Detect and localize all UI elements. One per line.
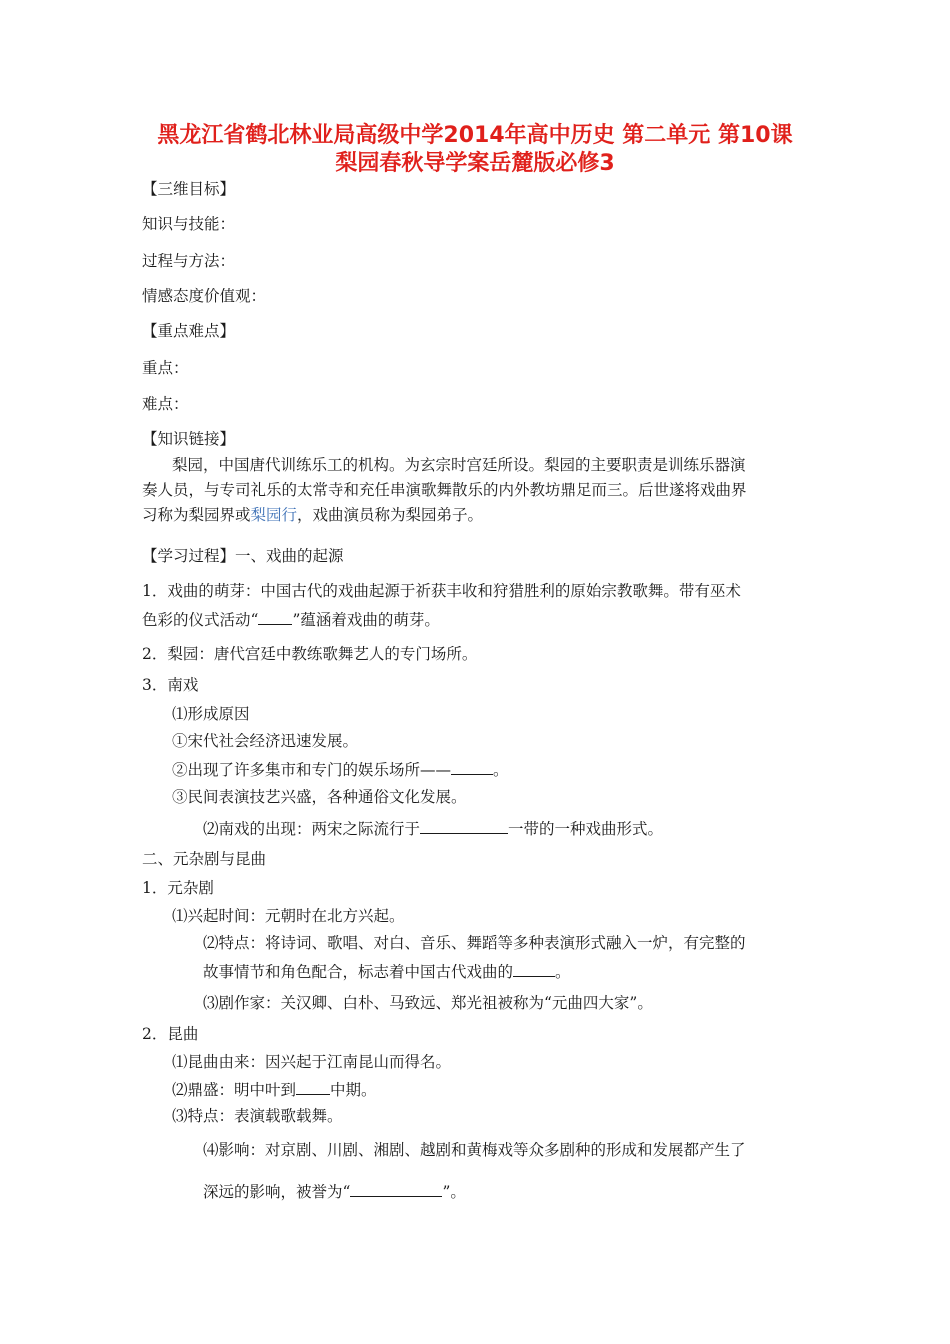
nanxi-cause-3: ③民间表演技艺兴盛，各种通俗文化发展。: [172, 788, 467, 806]
nanxi-appearance-text: ⑵南戏的出现：两宋之际流行于: [203, 820, 421, 838]
goals-heading: 【三维目标】: [142, 180, 236, 198]
study-item-1-line-2: [142, 608, 440, 631]
nanxi-appearance: [203, 817, 663, 840]
fill-blank[interactable]: [350, 1180, 442, 1197]
kunqu-peak: [172, 1078, 377, 1101]
knowledge-link-text-end: ，戏曲演员称为梨园弟子。: [297, 506, 484, 524]
document-title-line-2: 梨园春秋导学案岳麓版必修3: [335, 151, 615, 176]
document-title-line-1: 黑龙江省鹤北林业局高级中学2014年高中历史 第二单元 第10课: [157, 123, 793, 148]
yuan-zaju-feature-end: 。: [555, 963, 571, 981]
knowledge-link-line-3: [142, 504, 483, 526]
section-2-heading: 二、元杂剧与昆曲: [142, 850, 267, 868]
nanxi-cause-2-text: ②出现了许多集市和专门的娱乐场所——: [172, 761, 452, 779]
fill-blank[interactable]: [258, 608, 292, 625]
study-item-2: 2．梨园：唐代宫廷中教练歌舞艺人的专门场所。: [142, 645, 478, 663]
fill-blank[interactable]: [296, 1078, 330, 1095]
study-item-1-text: 色彩的仪式活动“: [142, 611, 259, 629]
yuan-zaju-time: ⑴兴起时间：元朝时在北方兴起。: [172, 907, 405, 925]
study-process-heading: 【学习过程】一、戏曲的起源: [142, 547, 344, 565]
knowledge-link-heading: 【知识链接】: [142, 430, 236, 448]
kunqu-influence-line-2: [203, 1180, 466, 1203]
kunqu-influence-line-1: ⑷影响：对京剧、川剧、湘剧、越剧和黄梅戏等众多剧种的形成和发展都产生了: [203, 1141, 746, 1159]
study-item-1-line-1: 1．戏曲的萌芽：中国古代的戏曲起源于祈获丰收和狩猎胜利的原始宗教歌舞。带有巫术: [142, 582, 741, 600]
nanxi-origin-heading: ⑴形成原因: [172, 705, 250, 723]
knowledge-link-line-2: 奏人员，与专司礼乐的太常寺和充任串演歌舞散乐的内外教坊鼎足而三。后世遂将戏曲界: [142, 481, 747, 499]
fill-blank[interactable]: [513, 960, 555, 977]
kunqu-heading: 2．昆曲: [142, 1025, 199, 1043]
kunqu-influence-end: ”。: [442, 1183, 466, 1201]
goal-process-label: 过程与方法：: [142, 252, 236, 270]
yuan-zaju-feature-line-2: [203, 960, 571, 983]
key-points-heading: 【重点难点】: [142, 322, 236, 340]
liyuanhang-link[interactable]: 梨园行: [250, 506, 298, 524]
kunqu-feature: ⑶特点：表演载歌载舞。: [172, 1107, 343, 1125]
study-item-1-text-end: ”蕴涵着戏曲的萌芽。: [292, 611, 440, 629]
kunqu-influence-text: 深远的影响，被誉为“: [203, 1183, 351, 1201]
nanxi-cause-2-end: 。: [493, 761, 509, 779]
fill-blank[interactable]: [420, 817, 508, 834]
key-point-label: 重点：: [142, 359, 189, 377]
study-item-3: 3．南戏: [142, 676, 199, 694]
knowledge-link-text: 习称为梨园界或: [142, 506, 251, 524]
nanxi-cause-1: ①宋代社会经济迅速发展。: [172, 732, 359, 750]
difficult-point-label: 难点：: [142, 395, 189, 413]
yuan-zaju-heading: 1．元杂剧: [142, 879, 214, 897]
kunqu-peak-text: ⑵鼎盛：明中叶到: [172, 1081, 297, 1099]
goal-emotion-label: 情感态度价值观：: [142, 287, 267, 305]
kunqu-peak-end: 中期。: [330, 1081, 377, 1099]
nanxi-cause-2: [172, 758, 509, 781]
nanxi-appearance-end: 一带的一种戏曲形式。: [508, 820, 664, 838]
fill-blank[interactable]: [451, 758, 493, 775]
yuan-zaju-playwrights: ⑶剧作家：关汉卿、白朴、马致远、郑光祖被称为“元曲四大家”。: [203, 994, 653, 1012]
yuan-zaju-feature-text: 故事情节和角色配合，标志着中国古代戏曲的: [203, 963, 514, 981]
yuan-zaju-feature-line-1: ⑵特点：将诗词、歌唱、对白、音乐、舞蹈等多种表演形式融入一炉，有完整的: [203, 934, 746, 952]
goal-knowledge-label: 知识与技能：: [142, 215, 236, 233]
kunqu-origin: ⑴昆曲由来：因兴起于江南昆山而得名。: [172, 1053, 452, 1071]
knowledge-link-line-1: 梨园，中国唐代训练乐工的机构。为玄宗时宫廷所设。梨园的主要职责是训练乐器演: [172, 456, 746, 474]
